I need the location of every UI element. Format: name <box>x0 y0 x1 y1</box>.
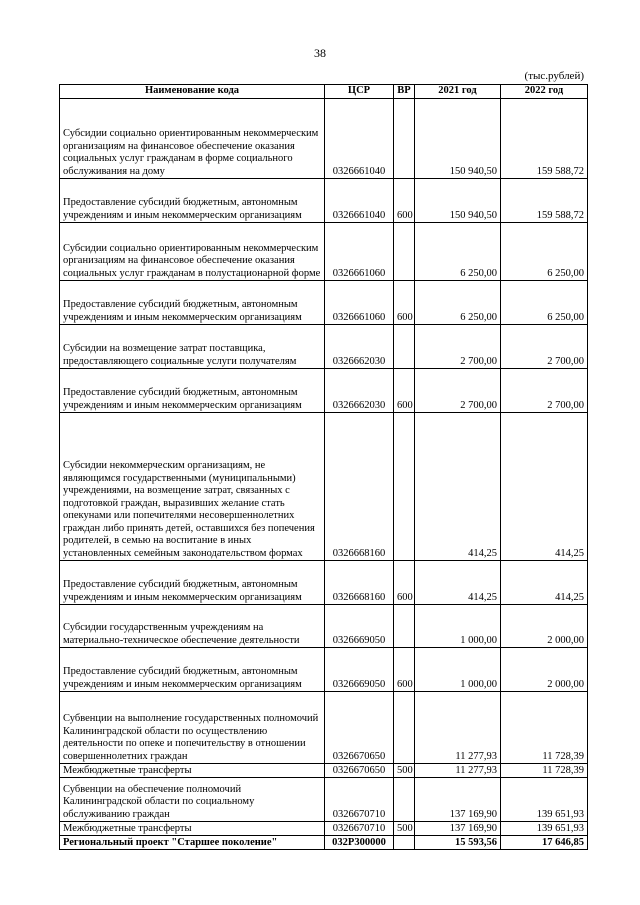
row-2022: 159 588,72 <box>501 179 588 223</box>
row-2022: 414,25 <box>501 561 588 605</box>
table-row <box>60 648 588 692</box>
row-name: Предоставление субсидий бюджетным, автономным учреждениям и иным некоммерческим организациям <box>60 179 325 223</box>
row-vr <box>394 413 415 561</box>
row-csr: 0326668160 <box>325 413 394 561</box>
table-row <box>60 99 588 179</box>
row-2021: 150 940,50 <box>415 99 501 179</box>
row-csr: 0326669050 <box>325 648 394 692</box>
table-row <box>60 561 588 605</box>
row-csr: 0326662030 <box>325 369 394 413</box>
row-2021: 137 169,90 <box>415 822 501 836</box>
row-2022: 2 000,00 <box>501 605 588 648</box>
row-vr: 600 <box>394 179 415 223</box>
row-csr: 0326670710 <box>325 778 394 822</box>
row-csr: 0326670710 <box>325 822 394 836</box>
row-2021: 6 250,00 <box>415 223 501 281</box>
header-name: Наименование кода <box>60 85 325 99</box>
row-vr <box>394 223 415 281</box>
row-name: Субсидии социально ориентированным некоммерческим организациям на финансовое обеспечение оказания социальных услуг гражданам в форме социального обслуживания на дому <box>60 99 325 179</box>
row-csr: 032P300000 <box>325 836 394 850</box>
row-name: Субвенции на выполнение государственных полномочий Калининградской области по осуществлению деятельности по опеке и попечительству в отношении совершеннолетних граждан <box>60 692 325 764</box>
row-2021: 414,25 <box>415 413 501 561</box>
row-csr: 0326669050 <box>325 605 394 648</box>
row-vr <box>394 325 415 369</box>
units-label: (тыс.рублей) <box>524 70 584 82</box>
row-vr: 600 <box>394 369 415 413</box>
table-row <box>60 764 588 778</box>
row-vr <box>394 692 415 764</box>
row-name: Субвенции на обеспечение полномочий Калининградской области по социальному обслуживанию граждан <box>60 778 325 822</box>
row-csr: 0326670650 <box>325 692 394 764</box>
row-vr: 500 <box>394 764 415 778</box>
row-csr: 0326661060 <box>325 223 394 281</box>
row-2022: 11 728,39 <box>501 764 588 778</box>
row-2022: 159 588,72 <box>501 99 588 179</box>
row-2021: 6 250,00 <box>415 281 501 325</box>
page-number: 38 <box>314 46 326 60</box>
table-header-row <box>60 85 588 99</box>
row-2021: 2 700,00 <box>415 369 501 413</box>
header-2021: 2021 год <box>415 85 501 99</box>
row-name: Межбюджетные трансферты <box>60 764 325 778</box>
table-row <box>60 281 588 325</box>
row-name: Субсидии некоммерческим организациям, не являющимся государственными (муниципальными) учреждениями, на возмещение затрат, связанных с подготовкой граждан, выразивших желание стать опекунами или попечителями несовершеннолетних граждан либо принять детей, оставшихся без попечения родителей, в семью на воспитание в иных установленных семейным законодательством формах <box>60 413 325 561</box>
table-row <box>60 822 588 836</box>
table-row <box>60 325 588 369</box>
header-vr: ВР <box>394 85 415 99</box>
row-csr: 0326670650 <box>325 764 394 778</box>
row-2021: 11 277,93 <box>415 764 501 778</box>
row-2021: 150 940,50 <box>415 179 501 223</box>
budget-table <box>59 84 588 850</box>
row-name: Предоставление субсидий бюджетным, автономным учреждениям и иным некоммерческим организациям <box>60 648 325 692</box>
row-2022: 6 250,00 <box>501 281 588 325</box>
row-2022: 6 250,00 <box>501 223 588 281</box>
row-csr: 0326661040 <box>325 99 394 179</box>
row-vr <box>394 778 415 822</box>
row-2021: 137 169,90 <box>415 778 501 822</box>
row-vr: 600 <box>394 561 415 605</box>
row-2022: 11 728,39 <box>501 692 588 764</box>
row-2021: 1 000,00 <box>415 648 501 692</box>
table-row <box>60 223 588 281</box>
table-row <box>60 778 588 822</box>
row-2021: 2 700,00 <box>415 325 501 369</box>
row-2021: 11 277,93 <box>415 692 501 764</box>
row-vr: 600 <box>394 648 415 692</box>
table-row <box>60 692 588 764</box>
row-2021: 15 593,56 <box>415 836 501 850</box>
row-2022: 2 000,00 <box>501 648 588 692</box>
row-vr: 600 <box>394 281 415 325</box>
row-vr <box>394 605 415 648</box>
table-row-total <box>60 836 588 850</box>
row-vr <box>394 836 415 850</box>
table-row <box>60 605 588 648</box>
row-2022: 139 651,93 <box>501 778 588 822</box>
row-2022: 2 700,00 <box>501 369 588 413</box>
row-name: Предоставление субсидий бюджетным, автономным учреждениям и иным некоммерческим организациям <box>60 281 325 325</box>
row-name: Предоставление субсидий бюджетным, автономным учреждениям и иным некоммерческим организациям <box>60 369 325 413</box>
row-csr: 0326662030 <box>325 325 394 369</box>
header-2022: 2022 год <box>501 85 588 99</box>
row-name: Региональный проект "Старшее поколение" <box>60 836 325 850</box>
table-row <box>60 179 588 223</box>
row-name: Межбюджетные трансферты <box>60 822 325 836</box>
row-2021: 414,25 <box>415 561 501 605</box>
row-name: Субсидии социально ориентированным некоммерческим организациям на финансовое обеспечение оказания социальных услуг гражданам в полустационарной форме <box>60 223 325 281</box>
row-vr: 500 <box>394 822 415 836</box>
row-csr: 0326661060 <box>325 281 394 325</box>
table-row <box>60 369 588 413</box>
row-2022: 17 646,85 <box>501 836 588 850</box>
table-row <box>60 413 588 561</box>
row-2022: 414,25 <box>501 413 588 561</box>
row-csr: 0326661040 <box>325 179 394 223</box>
row-csr: 0326668160 <box>325 561 394 605</box>
row-2021: 1 000,00 <box>415 605 501 648</box>
row-vr <box>394 99 415 179</box>
row-2022: 139 651,93 <box>501 822 588 836</box>
row-2022: 2 700,00 <box>501 325 588 369</box>
row-name: Субсидии государственным учреждениям на материально-техническое обеспечение деятельности <box>60 605 325 648</box>
row-name: Субсидии на возмещение затрат поставщика, предоставляющего социальные услуги получателям <box>60 325 325 369</box>
row-name: Предоставление субсидий бюджетным, автономным учреждениям и иным некоммерческим организациям <box>60 561 325 605</box>
header-csr: ЦСР <box>325 85 394 99</box>
